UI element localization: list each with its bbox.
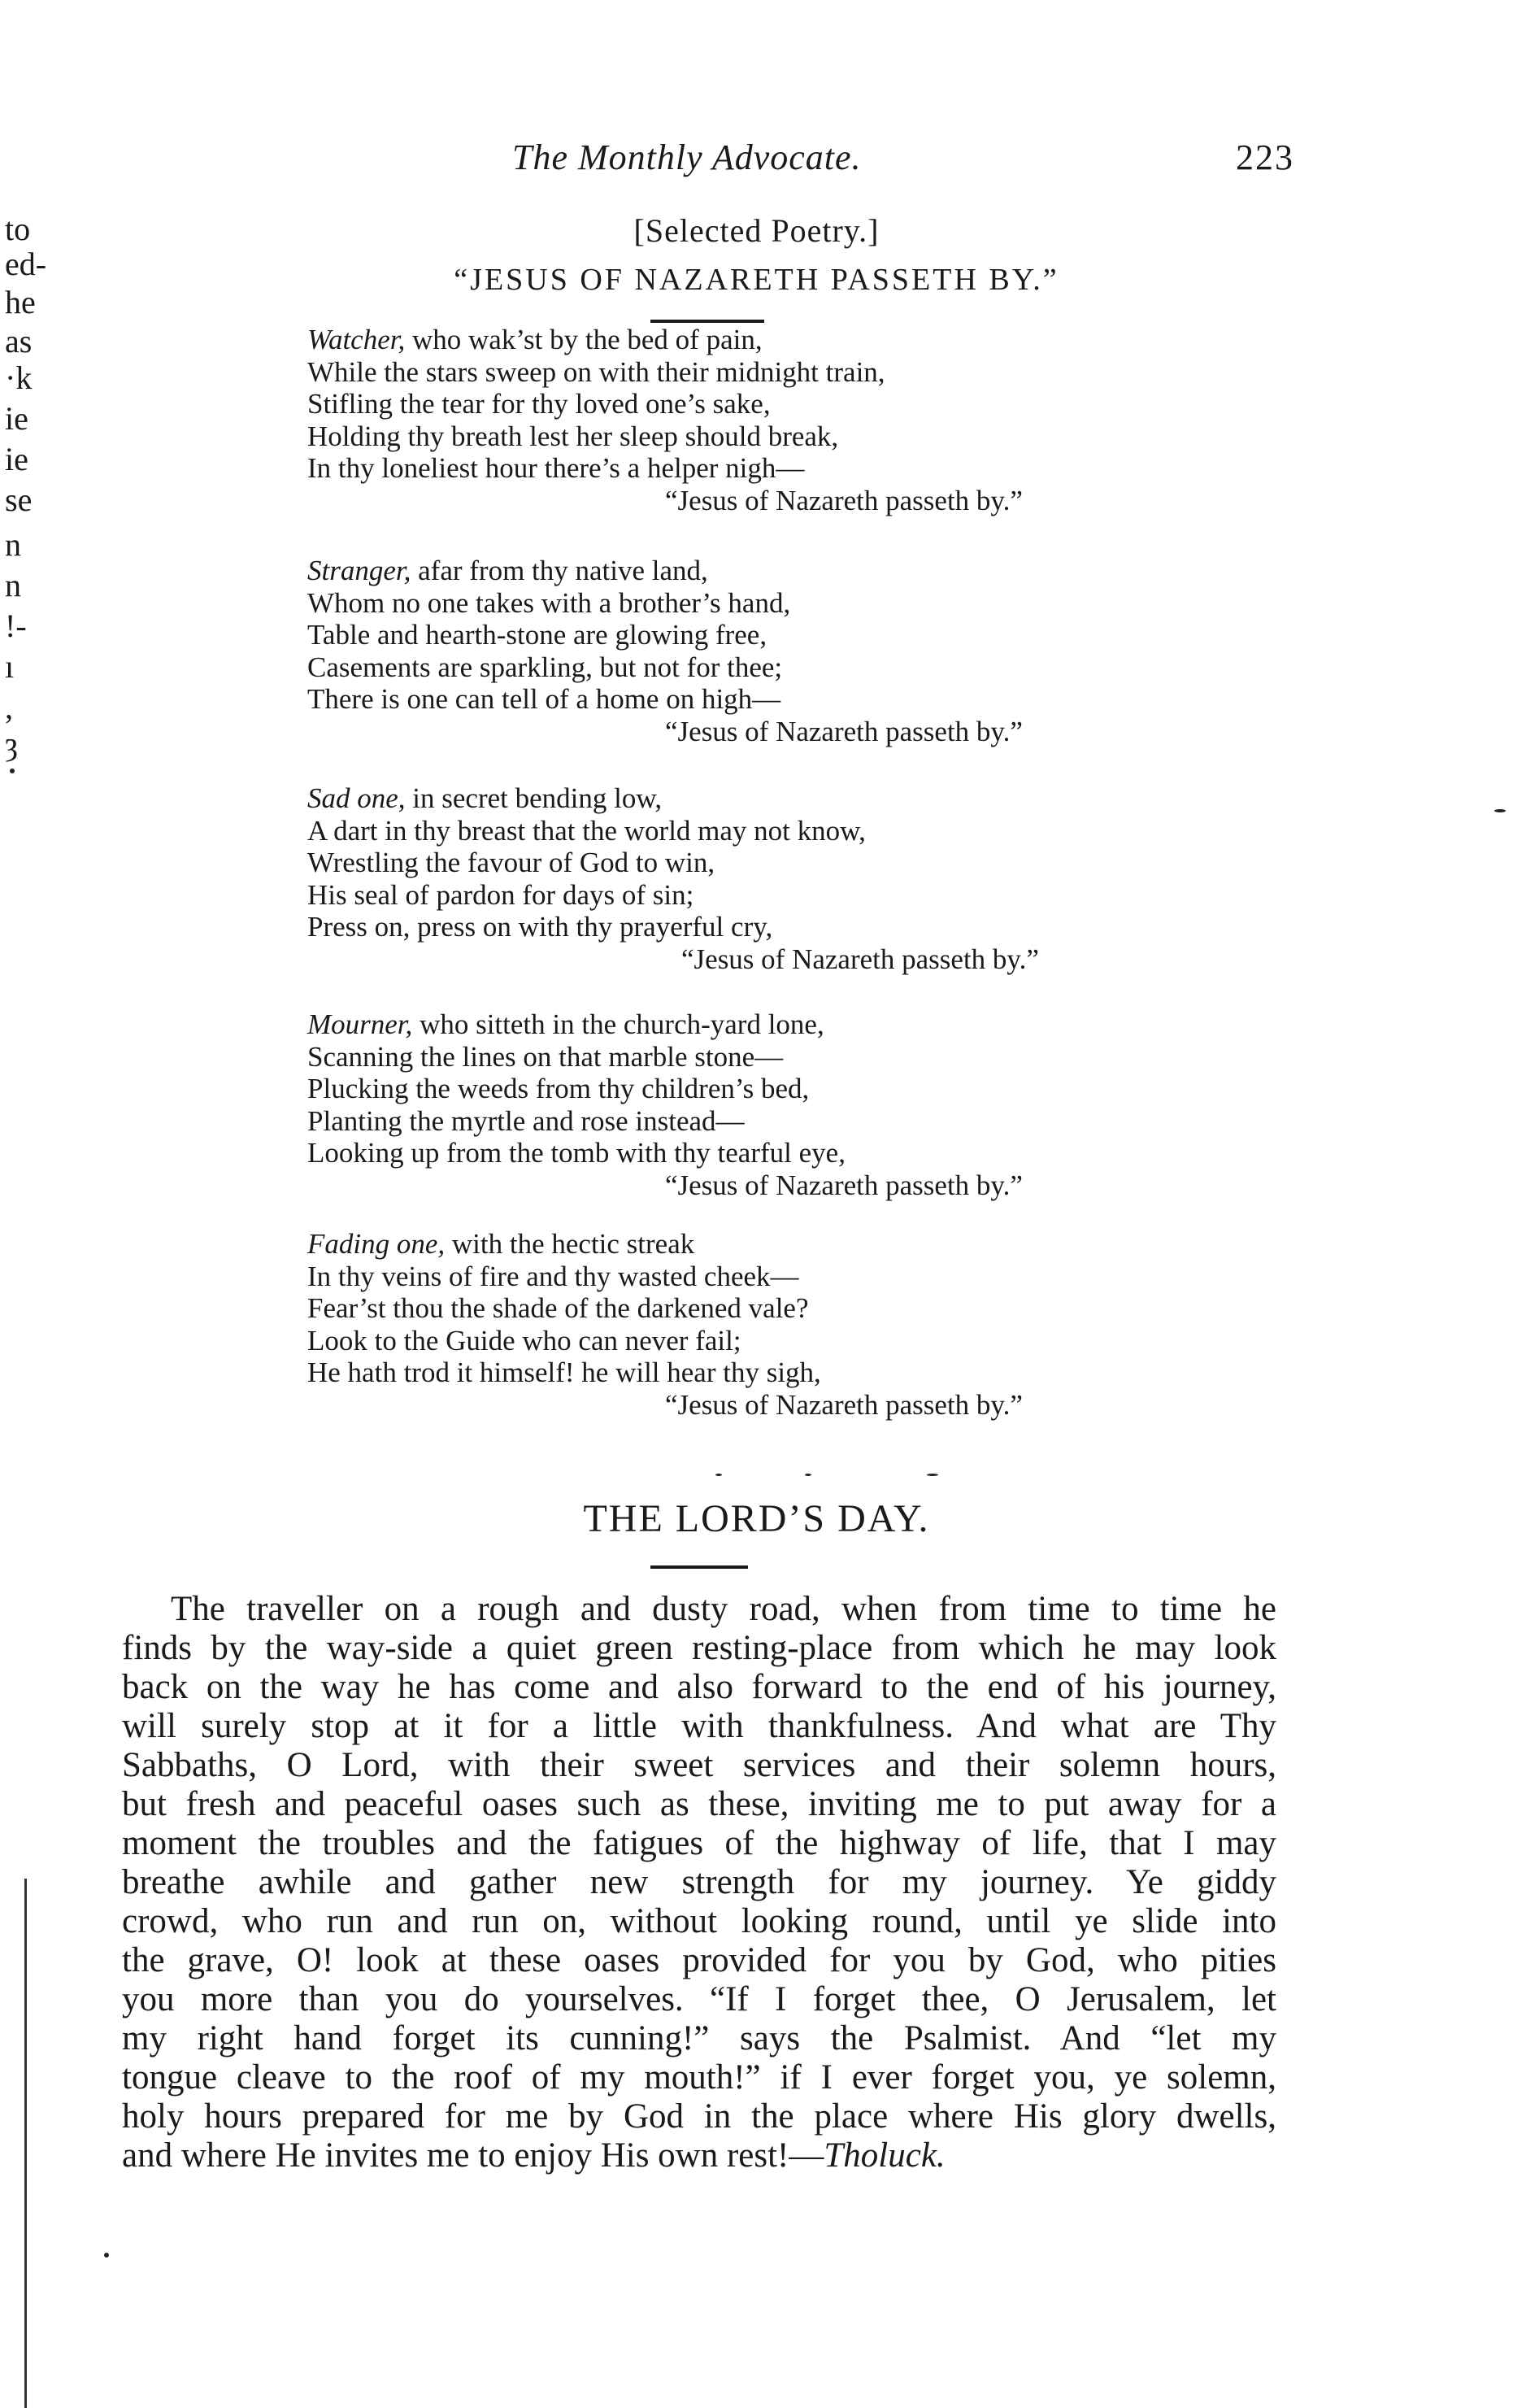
stray-speck bbox=[10, 769, 15, 773]
margin-fragment: ie bbox=[5, 400, 28, 437]
body-line: Sabbaths, O Lord, with their sweet services and their solemn hours, bbox=[122, 1746, 1276, 1784]
body-line: finds by the way-side a quiet green resting-place from which he may look bbox=[122, 1629, 1276, 1667]
poem-line: He hath trod it himself! he will hear thy sigh, bbox=[307, 1356, 821, 1388]
refrain: “Jesus of Nazareth passeth by.” bbox=[665, 1169, 1023, 1201]
running-head bbox=[0, 137, 1513, 185]
margin-fragment: ·k bbox=[5, 359, 33, 396]
stanza-address: Sad one, bbox=[307, 782, 406, 814]
body-line: crowd, who run and run on, without looking round, until ye slide into bbox=[122, 1902, 1276, 1940]
poem-line: Whom no one takes with a brother’s hand, bbox=[307, 586, 791, 619]
margin-bar bbox=[24, 1879, 27, 2408]
poem-line: Stifling the tear for thy loved one’s sake, bbox=[307, 388, 771, 420]
title-rule bbox=[650, 320, 764, 323]
poem-line: While the stars sweep on with their midnight train, bbox=[307, 355, 885, 388]
poem-line: Wrestling the favour of God to win, bbox=[307, 847, 715, 878]
poem-stanza bbox=[307, 324, 1169, 516]
poem-line: Planting the myrtle and rose instead— bbox=[307, 1104, 745, 1137]
section-label: [Selected Poetry.] bbox=[633, 212, 880, 249]
poem-stanza bbox=[307, 1228, 1169, 1421]
poem-line: In thy veins of fire and thy wasted cheek— bbox=[307, 1260, 799, 1292]
stanza-address: Watcher, bbox=[307, 324, 406, 355]
poem-line: There is one can tell of a home on high— bbox=[307, 683, 781, 715]
stanza-address: Fading one, bbox=[307, 1228, 446, 1260]
refrain: “Jesus of Nazareth passeth by.” bbox=[665, 1388, 1023, 1421]
divider-speck bbox=[927, 1474, 938, 1476]
margin-fragment: ı bbox=[5, 648, 15, 685]
body-line: The traveller on a rough and dusty road, when from time to time he bbox=[171, 1590, 1276, 1628]
poem-line: with the hectic streak bbox=[445, 1228, 695, 1260]
body-line: you more than you do yourselves. “If I forget thee, O Jerusalem, let bbox=[122, 1980, 1276, 2018]
margin-fragment: ed- bbox=[5, 246, 47, 282]
stanza-address: Mourner, bbox=[307, 1008, 413, 1040]
refrain: “Jesus of Nazareth passeth by.” bbox=[681, 943, 1039, 975]
stray-speck bbox=[104, 2253, 109, 2258]
poem-line: in secret bending low, bbox=[405, 782, 663, 814]
poem-line: Fear’st thou the shade of the darkened vale? bbox=[307, 1292, 809, 1324]
divider-speck bbox=[715, 1474, 722, 1476]
refrain: “Jesus of Nazareth passeth by.” bbox=[665, 715, 1023, 747]
page-number: 223 bbox=[1236, 137, 1294, 177]
body-line: my right hand forget its cunning!” says the Psalmist. And “let my bbox=[122, 2019, 1276, 2057]
poem-line: Holding thy breath lest her sleep should break, bbox=[307, 420, 839, 452]
body-line-text: and where He invites me to enjoy His own rest!— bbox=[122, 2136, 824, 2175]
poem-stanza bbox=[307, 782, 1169, 975]
body-line: back on the way he has come and also forward to the end of his journey, bbox=[122, 1668, 1276, 1706]
poem-line: In thy loneliest hour there’s a helper nigh— bbox=[307, 452, 805, 484]
stanza-address: Stranger, bbox=[307, 555, 411, 586]
body-line: tongue cleave to the roof of my mouth!” if I ever forget you, ye solemn, bbox=[122, 2058, 1276, 2097]
body-line: moment the troubles and the fatigues of the highway of life, that I may bbox=[122, 1824, 1276, 1862]
body-line: breathe awhile and gather new strength for my journey. Ye giddy bbox=[122, 1863, 1276, 1901]
margin-fragment: n bbox=[5, 567, 21, 603]
running-head-title: The Monthly Advocate. bbox=[512, 137, 862, 177]
poem-line: who sitteth in the church-yard lone, bbox=[412, 1008, 824, 1040]
stray-speck bbox=[1494, 809, 1506, 812]
divider-speck bbox=[805, 1474, 811, 1476]
refrain: “Jesus of Nazareth passeth by.” bbox=[665, 484, 1023, 516]
body-line: but fresh and peaceful oases such as these, inviting me to put away for a bbox=[122, 1785, 1276, 1823]
margin-fragment: he bbox=[5, 284, 36, 320]
poem-line: Looking up from the tomb with thy tearful eye, bbox=[307, 1137, 846, 1169]
article-body bbox=[122, 1590, 1276, 2175]
poem-line: Scanning the lines on that marble stone— bbox=[307, 1040, 784, 1073]
body-line: holy hours prepared for me by God in the place where His glory dwells, bbox=[122, 2097, 1276, 2136]
poem-line: Table and hearth-stone are glowing free, bbox=[307, 619, 767, 651]
margin-fragment: , bbox=[5, 689, 13, 725]
margin-fragment: !- bbox=[5, 607, 27, 644]
title-rule bbox=[650, 1565, 748, 1569]
poem-line: A dart in thy breast that the world may not know, bbox=[307, 814, 866, 847]
margin-fragment: as bbox=[5, 323, 33, 359]
margin-fragment: n bbox=[5, 526, 21, 563]
poem-line: who wak’st by the bed of pain, bbox=[405, 324, 763, 355]
body-line: will surely stop at it for a little with thankfulness. And what are Thy bbox=[122, 1707, 1276, 1745]
poem-line: Look to the Guide who can never fail; bbox=[307, 1324, 741, 1356]
margin-fragment: se bbox=[5, 481, 33, 518]
poem-line: His seal of pardon for days of sin; bbox=[307, 878, 694, 911]
poem-stanza bbox=[307, 555, 1169, 747]
poem-line: Plucking the weeds from thy children’s bed, bbox=[307, 1073, 810, 1104]
poem-line: Casements are sparkling, but not for thee; bbox=[307, 651, 783, 683]
poem-title: “JESUS OF NAZARETH PASSETH BY.” bbox=[454, 263, 1059, 297]
poem-line: Press on, press on with thy prayerful cry, bbox=[307, 911, 773, 943]
article-title: THE LORD’S DAY. bbox=[583, 1497, 930, 1540]
poem-stanza bbox=[307, 1008, 1169, 1201]
margin-fragment: ȝ bbox=[5, 725, 18, 762]
attribution: Tholuck. bbox=[824, 2136, 946, 2175]
margin-fragment: ie bbox=[5, 441, 28, 477]
body-line bbox=[122, 2136, 1276, 2175]
margin-fragment: to bbox=[5, 211, 31, 247]
poem-line: afar from thy native land, bbox=[411, 555, 708, 586]
body-line: the grave, O! look at these oases provided for you by God, who pities bbox=[122, 1941, 1276, 1979]
